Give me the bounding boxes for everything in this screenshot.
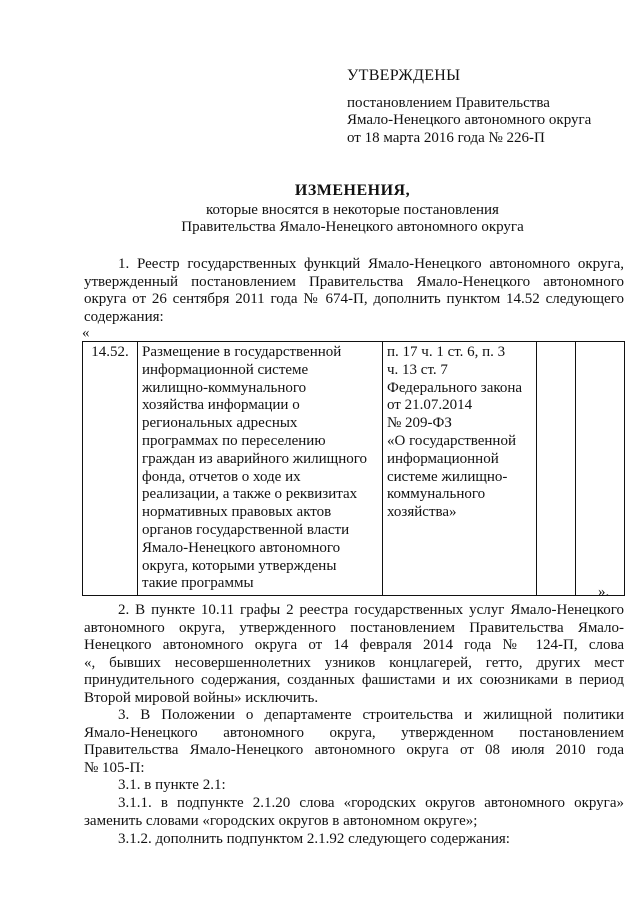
paragraph-line: заменить словами «городских округов в автономном округе»; bbox=[84, 812, 478, 829]
paragraph-line: № 105-П: bbox=[84, 759, 145, 776]
approval-line: Ямало-Ненецкого автономного округа bbox=[347, 112, 592, 128]
paragraph-line: Второй мировой войны» исключить. bbox=[84, 689, 319, 706]
paragraph-3-1-1 bbox=[84, 795, 624, 830]
paragraph-line: Правительства Ямало-Ненецкого автономного округа от 08 июля 2010 года bbox=[84, 742, 624, 758]
basis-line: коммунального bbox=[387, 486, 486, 503]
paragraph-line: 2. В пункте 10.11 графы 2 реестра государственных услуг Ямало-Ненецкого bbox=[118, 602, 624, 618]
paragraph-line: 3. В Положении о департаменте строительства и жилищной политики bbox=[118, 707, 624, 723]
description-line: такие программы bbox=[142, 575, 254, 592]
paragraph-2 bbox=[84, 602, 624, 707]
paragraph-line: автономного округа, утвержденного постановлением Правительства Ямало- bbox=[84, 619, 624, 636]
paragraph-3 bbox=[84, 707, 624, 777]
paragraph-line: содержания: bbox=[84, 308, 164, 325]
basis-line: информационной bbox=[387, 450, 499, 467]
empty-cell bbox=[576, 342, 625, 596]
item-number-cell: 14.52. bbox=[83, 342, 138, 596]
paragraph-line: 3.1.1. в подпункте 2.1.20 слова «городских округов автономного округа» bbox=[118, 795, 624, 811]
document-subtitle-line: Правительства Ямало-Ненецкого автономного округа bbox=[181, 219, 524, 235]
paragraph-line: 3.1. в пункте 2.1: bbox=[118, 777, 226, 793]
description-line: фонда, отчетов о ходе их bbox=[142, 468, 301, 485]
description-line: округа, которыми утверждены bbox=[142, 557, 337, 574]
description-line: Ямало-Ненецкого автономного bbox=[142, 539, 341, 556]
item-description-cell bbox=[138, 342, 383, 596]
document-subtitle-line: которые вносятся в некоторые постановления bbox=[206, 201, 499, 218]
paragraph-1 bbox=[84, 256, 624, 326]
approval-block bbox=[347, 67, 627, 147]
paragraph-line: 3.1.2. дополнить подпунктом 2.1.92 следующего содержания: bbox=[118, 831, 510, 847]
paragraph-line: 1. Реестр государственных функций Ямало-Ненецкого автономного округа, bbox=[118, 256, 624, 272]
document-title: ИЗМЕНЕНИЯ, bbox=[294, 182, 411, 199]
description-line: реализации, а также о реквизитах bbox=[142, 486, 358, 503]
paragraph-line: Ямало-Ненецкого автономного округа, утвержденном постановлением bbox=[84, 724, 624, 741]
description-line: жилищно-коммунального bbox=[142, 379, 307, 396]
description-line: Размещение в государственной bbox=[142, 344, 342, 360]
description-line: органов государственной власти bbox=[142, 521, 350, 538]
approval-line: постановлением Правительства bbox=[347, 94, 550, 111]
opening-quote: « bbox=[82, 325, 90, 341]
description-line: программах по переселению bbox=[142, 432, 326, 449]
empty-cell bbox=[537, 342, 576, 596]
paragraph-line: «, бывших несовершеннолетних узников концлагерей, гетто, других мест bbox=[84, 654, 624, 671]
description-line: хозяйства информации о bbox=[142, 397, 300, 414]
paragraph-line: принудительного содержания, созданных фашистами и их союзниками в период bbox=[84, 672, 624, 688]
paragraph-3-1-2 bbox=[84, 831, 624, 849]
paragraph-line: утвержденный постановлением Правительства Ямало-Ненецкого автономного bbox=[84, 273, 624, 290]
basis-line: «О государственной bbox=[387, 432, 516, 449]
approval-line: от 18 марта 2016 года № 226-П bbox=[347, 129, 545, 146]
paragraph-line: округа от 26 сентября 2011 года № 674-П, дополнить пунктом 14.52 следующего bbox=[84, 291, 624, 307]
basis-line: п. 17 ч. 1 ст. 6, п. 3 bbox=[387, 344, 506, 360]
closing-quote: ». bbox=[598, 584, 610, 600]
document-title-block bbox=[80, 182, 625, 237]
description-line: информационной системе bbox=[142, 361, 309, 378]
registry-table bbox=[82, 341, 625, 596]
description-line: граждан из аварийного жилищного bbox=[142, 450, 368, 467]
basis-line: ч. 13 ст. 7 bbox=[387, 361, 448, 378]
legal-basis-cell bbox=[383, 342, 537, 596]
basis-line: системе жилищно- bbox=[387, 468, 508, 485]
basis-line: Федерального закона bbox=[387, 379, 523, 396]
basis-line: хозяйства» bbox=[387, 504, 457, 521]
basis-line: от 21.07.2014 bbox=[387, 397, 473, 414]
description-line: региональных адресных bbox=[142, 415, 298, 432]
approval-heading: УТВЕРЖДЕНЫ bbox=[347, 67, 461, 84]
paragraph-3-1 bbox=[84, 777, 624, 795]
table-row bbox=[83, 342, 625, 596]
description-line: нормативных правовых актов bbox=[142, 504, 332, 521]
basis-line: № 209-ФЗ bbox=[387, 415, 452, 432]
paragraph-line: Ненецкого автономного округа от 14 февраля 2014 года № 124-П, слова bbox=[84, 637, 624, 653]
